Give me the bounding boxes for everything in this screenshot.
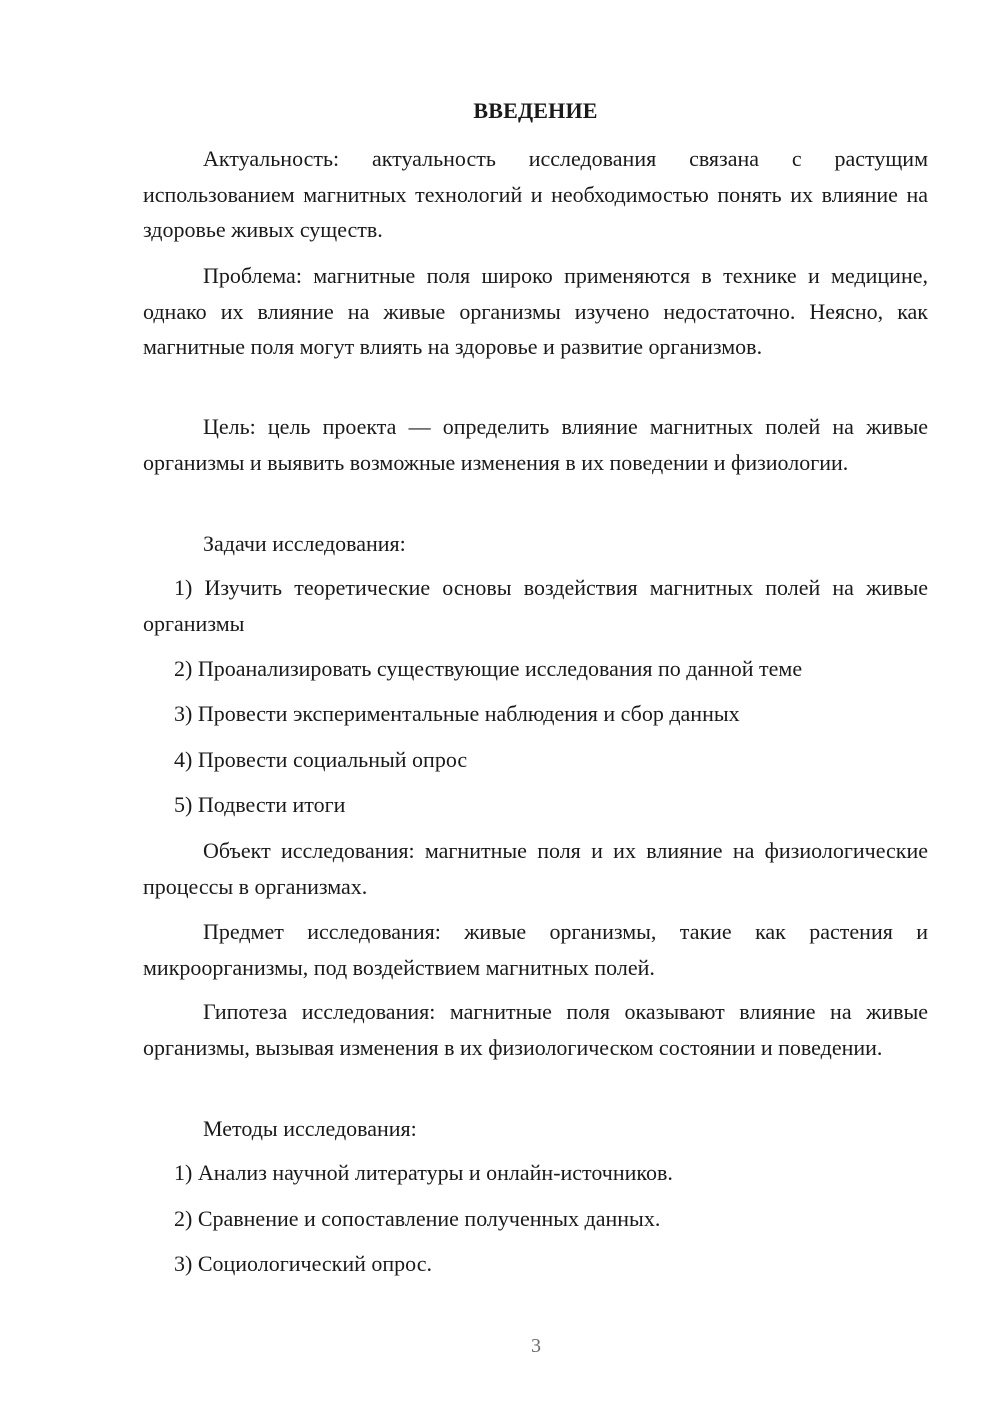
problem-paragraph: Проблема: магнитные поля широко применяются в технике и медицине, однако их влияние на живые организмы изучено недостаточно. Неясно, как магнитные поля могут влиять на здоровье и развитие организмов. [143, 263, 928, 359]
task-item-1: 1) Изучить теоретические основы воздействия магнитных полей на живые организмы [143, 575, 928, 636]
methods-heading: Методы исследования: [203, 1116, 417, 1141]
task-item-2: 2) Проанализировать существующие исследования по данной теме [174, 656, 803, 681]
subject-paragraph: Предмет исследования: живые организмы, такие как растения и микроорганизмы, под воздействием магнитных полей. [143, 919, 928, 980]
method-item-1: 1) Анализ научной литературы и онлайн-источников. [174, 1160, 673, 1185]
task-item-5: 5) Подвести итоги [174, 792, 346, 817]
tasks-heading: Задачи исследования: [203, 531, 406, 556]
goal-paragraph: Цель: цель проекта — определить влияние магнитных полей на живые организмы и выявить возможные изменения в их поведении и физиологии. [143, 414, 928, 475]
hypothesis-paragraph: Гипотеза исследования: магнитные поля оказывают влияние на живые организмы, вызывая изменения в их физиологическом состоянии и поведении. [143, 999, 928, 1060]
relevance-paragraph: Актуальность: актуальность исследования связана с растущим использованием магнитных технологий и необходимостью понять их влияние на здоровье живых существ. [143, 146, 928, 242]
task-item-4: 4) Провести социальный опрос [174, 747, 468, 772]
object-paragraph: Объект исследования: магнитные поля и их влияние на физиологические процессы в организмах. [143, 838, 928, 899]
method-item-3: 3) Социологический опрос. [174, 1251, 432, 1276]
page-number: 3 [531, 1335, 541, 1357]
task-item-3: 3) Провести экспериментальные наблюдения и сбор данных [174, 701, 740, 726]
page-title: ВВЕДЕНИЕ [473, 98, 598, 123]
method-item-2: 2) Сравнение и сопоставление полученных данных. [174, 1206, 661, 1231]
